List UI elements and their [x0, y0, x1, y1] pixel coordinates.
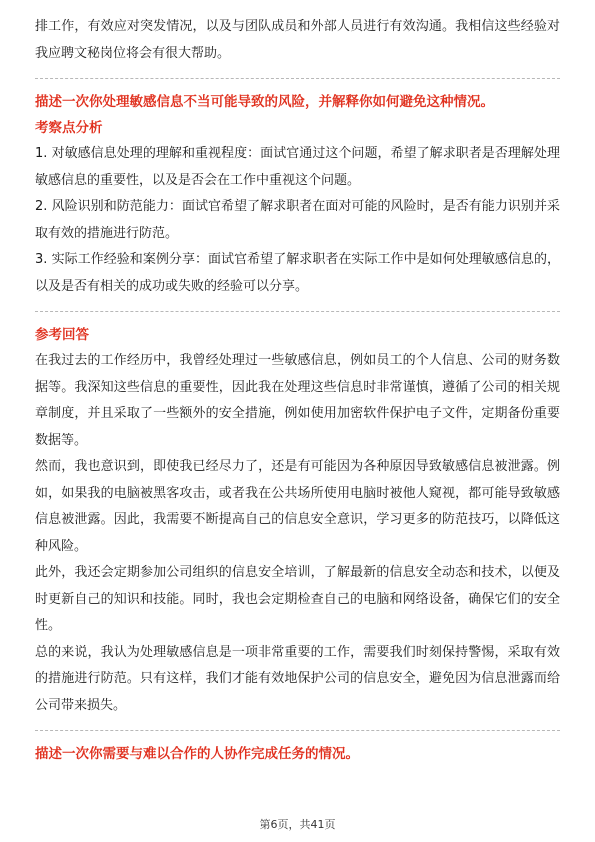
answer-paragraph: 总的来说，我认为处理敏感信息是一项非常重要的工作，需要我们时刻保持警惕，采取有效的措施进行防范。只有这样，我们才能有效地保护公司的信息安全，避免因为信息泄露而给公司带来损失。	[35, 644, 560, 713]
document-page	[35, 14, 560, 767]
page-number: 第6页，共41页	[259, 818, 336, 831]
analysis-heading: 考察点分析	[35, 120, 103, 136]
divider	[35, 730, 560, 731]
analysis-point: 1. 对敏感信息处理的理解和重视程度：面试官通过这个问题，希望了解求职者是否理解处理敏感信息的重要性，以及是否会在工作中重视这个问题。	[35, 146, 560, 188]
question-heading: 描述一次你处理敏感信息不当可能导致的风险，并解释你如何避免这种情况。	[35, 94, 494, 110]
divider	[35, 78, 560, 79]
question-heading: 描述一次你需要与难以合作的人协作完成任务的情况。	[35, 746, 359, 762]
intro-continuation: 排工作，有效应对突发情况，以及与团队成员和外部人员进行有效沟通。我相信这些经验对我应聘文秘岗位将会有很大帮助。	[35, 19, 560, 61]
answer-paragraph: 此外，我还会定期参加公司组织的信息安全培训，了解最新的信息安全动态和技术，以便及时更新自己的知识和技能。同时，我也会定期检查自己的电脑和网络设备，确保它们的安全性。	[35, 565, 560, 633]
answer-paragraph: 然而，我也意识到，即使我已经尽力了，还是有可能因为各种原因导致敏感信息被泄露。例如，如果我的电脑被黑客攻击，或者我在公共场所使用电脑时被他人窥视，都可能导致敏感信息被泄露。因此，我需要不断提高自己的信息安全意识，学习更多的防范技巧，以降低这种风险。	[35, 459, 560, 554]
answer-paragraph: 在我过去的工作经历中，我曾经处理过一些敏感信息，例如员工的个人信息、公司的财务数据等。我深知这些信息的重要性，因此我在处理这些信息时非常谨慎，遵循了公司的相关规章制度，并且采取了一些额外的安全措施，例如使用加密软件保护电子文件，定期备份重要数据等。	[35, 353, 560, 448]
divider	[35, 311, 560, 312]
analysis-point: 2. 风险识别和防范能力：面试官希望了解求职者在面对可能的风险时，是否有能力识别并采取有效的措施进行防范。	[35, 199, 560, 241]
analysis-point: 3. 实际工作经验和案例分享：面试官希望了解求职者在实际工作中是如何处理敏感信息的，以及是否有相关的成功或失败的经验可以分享。	[35, 252, 560, 294]
answer-heading: 参考回答	[35, 327, 89, 343]
